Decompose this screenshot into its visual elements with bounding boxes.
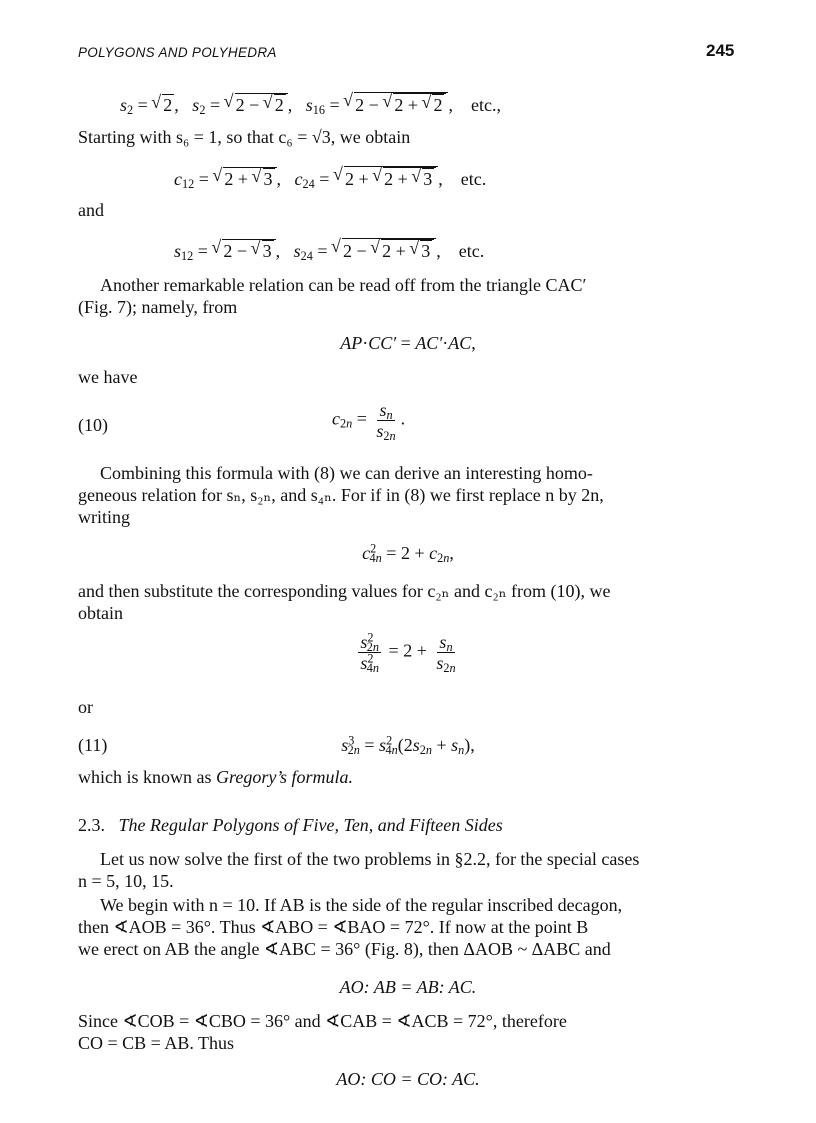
paragraph-combining-line3: writing (78, 507, 130, 527)
paragraph-letus-line2: n = 5, 10, 15. (78, 871, 174, 891)
equation-11: $s^3_{2n} = s^2_{4n}(2s_{2n} + s_n)$, (341, 733, 475, 758)
running-title: POLYGONS AND POLYHEDRA (78, 45, 277, 60)
gregory-sentence (78, 766, 353, 788)
equation-ap-cc: AP·CC′ = AC′·AC, (340, 333, 476, 353)
paragraph-combining-line1: Combining this formula with (8) we can derive an interesting homo- (100, 463, 593, 483)
paragraph-since-line1: Since ∢COB = ∢CBO = 36° and ∢CAB = ∢ACB = 72°, therefore (78, 1011, 567, 1031)
equation-c4n: $c^2_{4n} = 2 + c_{2n}$, (362, 541, 454, 566)
paragraph-begin-line2: then ∢AOB = 36°. Thus ∢ABO = ∢BAO = 72°. If now at the point B (78, 917, 589, 937)
and-label: and (78, 200, 104, 220)
section-title: The Regular Polygons of Five, Ten, and Fifteen Sides (118, 815, 503, 835)
section-heading (78, 814, 503, 836)
paragraph-since-line2: CO = CB = AB. Thus (78, 1033, 235, 1053)
paragraph-then-line2: obtain (78, 603, 123, 623)
paragraph-letus-line1: Let us now solve the first of the two problems in §2.2, for the special cases (100, 849, 640, 869)
equation-ratio-1: AO: AB = AB: AC. (339, 977, 477, 997)
or-label: or (78, 697, 93, 717)
paragraph-combining-line2: geneous relation for sₙ, s₂ₙ, and s₄ₙ. For if in (8) we first replace n by 2n, (78, 485, 604, 505)
equation-s-values: $s_2$ = √ 2 , $s_2$ = √ 2 − √ 2 , $s_{16}$ = √ 2 − √ 2 + √ 2 , etc., (120, 92, 501, 116)
page-number: 245 (706, 41, 735, 60)
equation-10: $c_{2n}$ = $\frac{s_n}{s_{2n}}$ . (332, 400, 406, 444)
we-have-label: we have (78, 367, 138, 387)
paragraph-another-line2: (Fig. 7); namely, from (78, 297, 238, 317)
equation-c-values: $c_{12}$ = √ 2 + √ 3 , $c_{24}$ = √ 2 + √ 2 + √ 3 , etc. (174, 166, 486, 190)
equation-10-label: (10) (78, 415, 108, 435)
paragraph-starting: Starting with s₆ = 1, so that c₆ = √3, we obtain (78, 127, 411, 147)
equation-ratio-2: AO: CO = CO: AC. (336, 1069, 480, 1089)
gregory-text: which is known as (78, 767, 212, 787)
paragraph-begin-line1: We begin with n = 10. If AB is the side of the regular inscribed decagon, (100, 895, 623, 915)
paragraph-another-line1: Another remarkable relation can be read off from the triangle CAC′ (100, 275, 587, 295)
section-number: 2.3. (78, 815, 105, 835)
gregory-name: Gregory’s formula. (216, 767, 354, 787)
paragraph-begin-line3: we erect on AB the angle ∢ABC = 36° (Fig. 8), then ΔAOB ~ ΔABC and (78, 939, 611, 959)
equation-s12-s24: $s_{12}$ = √ 2 − √ 3 , $s_{24}$ = √ 2 − √ 2 + √ 3 , etc. (174, 238, 484, 262)
equation-ratio-squares: $\frac{s^2_{2n}}{s^2_{4n}}$ = 2 + $\frac{s_n}{s_{2n}}$ (360, 630, 456, 676)
equation-11-label: (11) (78, 735, 108, 755)
paragraph-then-line1: and then substitute the corresponding values for c₂ₙ and c₂ₙ from (10), we (78, 581, 611, 601)
